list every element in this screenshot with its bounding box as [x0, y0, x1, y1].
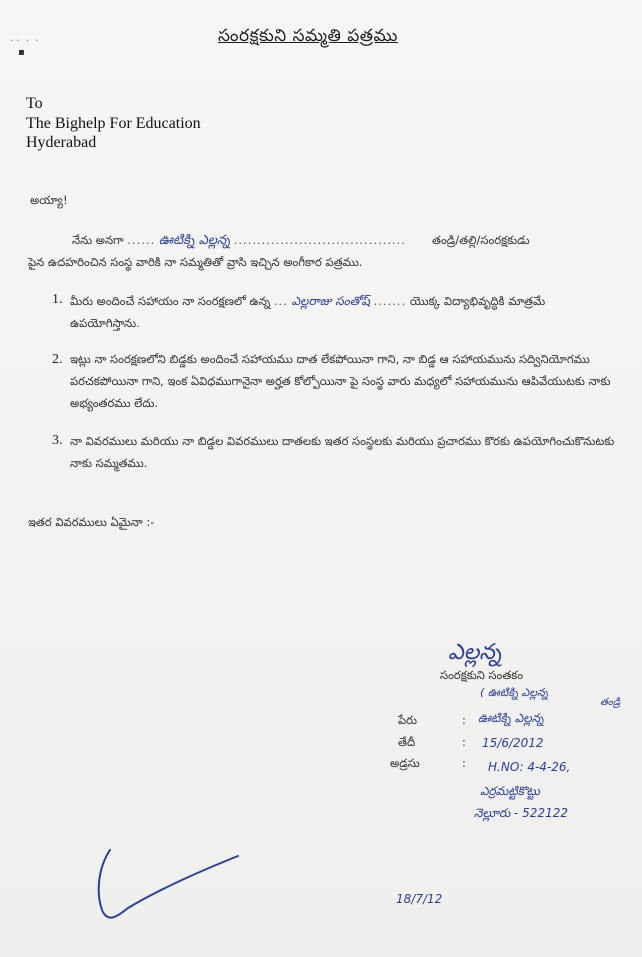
point-1-after: యొక్క విద్యాభివృద్ధికి మాత్రమే ఉపయోగిస్తాను. — [70, 294, 546, 330]
salutation: అయ్యా! — [30, 193, 68, 207]
point-1-dots: ... — [273, 294, 288, 308]
page-title: సంరక్షకుని సమ్మతి పత్రము — [218, 26, 398, 46]
name-colon: : — [462, 713, 466, 727]
child-name-handwritten: ఎల్లరాజు సంతోష్ — [291, 294, 370, 308]
point-3: నా వివరములు మరియు నా బిడ్డల వివరములు దాతలకు ఇతర సంస్థలకు మరియు ప్రచారము కొరకు ఉపయోగించుకొనుటకు నాకు సమ్మతము. — [70, 434, 615, 470]
address-label: అడ్రసు — [390, 756, 420, 770]
intro-dots: ...... — [127, 233, 156, 247]
intro-line2: పైన ఉదహరించిన సంస్థ వారికి నా సమ్మతితో వ్రాసి ఇచ్చిన అంగీకార పత్రము. — [28, 255, 363, 269]
point-1-number: 1. — [52, 292, 63, 307]
address-colon: : — [462, 756, 466, 770]
recipient-org: The Bighelp For Education — [26, 115, 201, 132]
intro-line — [72, 233, 406, 251]
intro-dots-trailing: ..................................... — [233, 233, 406, 247]
address-line-3: నెల్లూరు - 522122 — [474, 806, 568, 820]
point-2-number: 2. — [52, 352, 63, 367]
point-2: ఇట్లు నా సంరక్షణలోని బిడ్డకు అందించే సహాయము దాత లేకపోయినా గాని, నా బిడ్డ ఆ సహాయమును సద్వినియోగము పరచకపోయినా గాని, ఇంక ఏవిధముగానైనా అర్హత కోల్పోయినా పై సంస్థ వారు మధ్యలో సహాయమును ఆపివేయుటకు నాకు అభ్యంతరము లేదు. — [70, 352, 611, 410]
point-1-before: మీరు అందించే సహాయం నా సంరక్షణలో ఉన్న — [70, 294, 271, 308]
guardian-signature: ఎల్లన్న — [448, 640, 502, 665]
address-line-2: ఎర్రమట్టికొట్టు — [480, 784, 540, 798]
corner-marks: · · · · ▪ — [10, 36, 39, 58]
signature-side-note: తండ్రి — [600, 697, 621, 708]
other-details-label: ఇతర వివరములు ఏమైనా :- — [28, 515, 155, 529]
intro-prefix: నేను అనగా — [72, 233, 124, 247]
recipient-to: To — [26, 95, 43, 112]
name-label: పేరు — [398, 713, 417, 727]
name-value: ఊటిక్ని ఎల్లన్న — [478, 711, 544, 725]
date-colon: : — [462, 735, 466, 749]
recipient-city: Hyderabad — [26, 134, 97, 151]
footer-date-note: 18/7/12 — [396, 892, 443, 906]
date-label: తేదీ — [398, 735, 416, 749]
point-1-dots-2: ....... — [373, 294, 407, 308]
point-3-number: 3. — [52, 433, 63, 448]
point-1 — [70, 290, 615, 334]
signature-name-note: ( ఊటిక్ని ఎల్లన్న — [480, 686, 548, 699]
date-value: 15/6/2012 — [482, 736, 544, 750]
guardian-name-handwritten: ఊటిక్ని ఎల్లన్న — [158, 233, 231, 248]
intro-relation: తండ్రి/తల్లి/సంరక్షకుడు — [432, 233, 530, 247]
signature-label: సంరక్షకుని సంతకం — [440, 668, 524, 682]
address-line-1: H.NO: 4-4-26, — [488, 760, 571, 774]
initials-scribble — [88, 838, 248, 928]
